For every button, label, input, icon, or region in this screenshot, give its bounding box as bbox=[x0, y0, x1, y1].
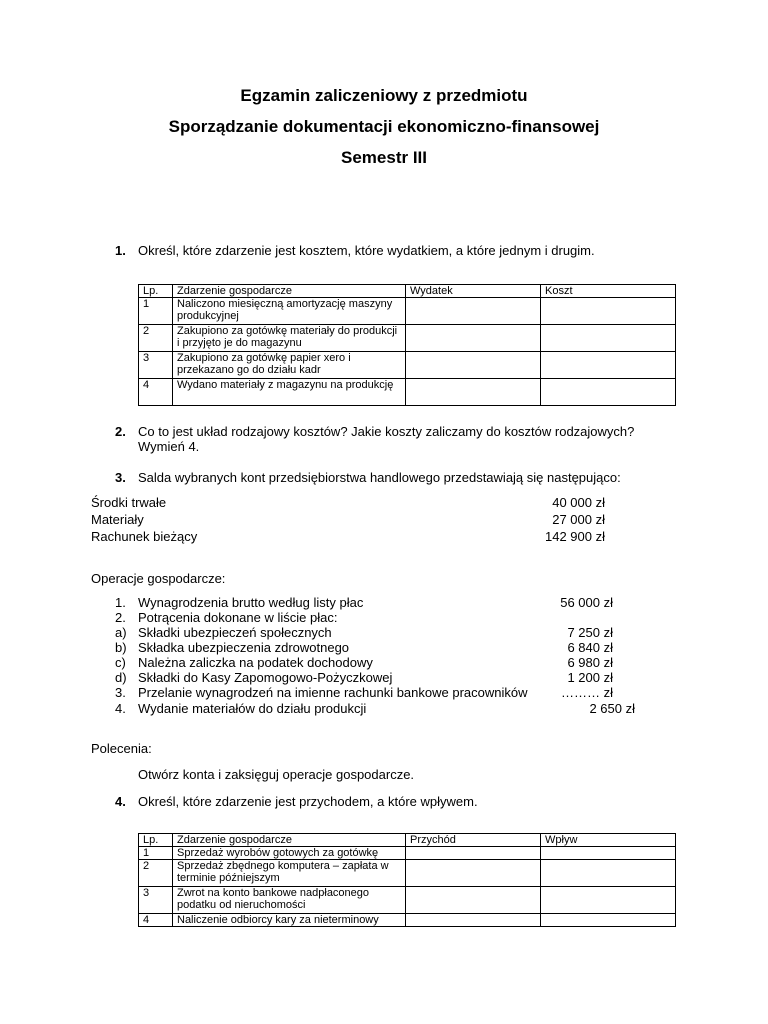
operation-row bbox=[115, 670, 645, 685]
command-text: Otwórz konta i zaksięguj operacje gospodarcze. bbox=[138, 767, 415, 782]
table-row bbox=[139, 325, 676, 352]
exam-title: Egzamin zaliczeniowy z przedmiotu bbox=[240, 86, 528, 105]
balance-row bbox=[91, 512, 611, 529]
row-event: Sprzedaż zbędnego komputera – zapłata w terminie późniejszym bbox=[173, 860, 406, 887]
row-event: Naliczenie odbiorcy kary za nieterminowy bbox=[173, 914, 406, 927]
row-lp: 4 bbox=[139, 379, 173, 406]
header-event: Zdarzenie gospodarcze bbox=[173, 285, 406, 298]
revenue-cell[interactable] bbox=[406, 860, 541, 887]
row-event: Zakupiono za gotówkę materiały do produkcji i przyjęto je do magazynu bbox=[173, 325, 406, 352]
operation-marker: 1. bbox=[115, 595, 126, 610]
operation-value: ……… zł bbox=[561, 685, 613, 700]
inflow-cell[interactable] bbox=[541, 887, 676, 914]
header-cost: Koszt bbox=[541, 285, 676, 298]
operation-row bbox=[115, 685, 645, 700]
operation-row bbox=[115, 701, 645, 716]
operation-text: Wydanie materiałów do działu produkcji bbox=[138, 701, 367, 716]
row-lp: 2 bbox=[139, 860, 173, 887]
operation-marker: 4. bbox=[115, 701, 126, 716]
task-4-text: Określ, które zdarzenie jest przychodem, a które wpływem. bbox=[138, 794, 478, 809]
row-event: Zakupiono za gotówkę papier xero i przekazano go do działu kadr bbox=[173, 352, 406, 379]
inflow-cell[interactable] bbox=[541, 860, 676, 887]
header-lp: Lp. bbox=[139, 285, 173, 298]
table-row bbox=[139, 298, 676, 325]
expense-cell[interactable] bbox=[406, 352, 541, 379]
operation-value: 1 200 zł bbox=[567, 670, 613, 685]
row-lp: 1 bbox=[139, 298, 173, 325]
subject-title: Sporządzanie dokumentacji ekonomiczno-finansowej bbox=[168, 117, 600, 136]
task-3 bbox=[115, 470, 675, 485]
operation-text: Składka ubezpieczenia zdrowotnego bbox=[138, 640, 350, 655]
balance-value: 27 000 zł bbox=[552, 512, 605, 527]
table-row bbox=[139, 887, 676, 914]
operation-row bbox=[115, 655, 645, 670]
balance-name: Środki trwałe bbox=[91, 495, 167, 510]
task-1-number: 1. bbox=[115, 243, 126, 258]
revenue-cell[interactable] bbox=[406, 887, 541, 914]
operations-label: Operacje gospodarcze: bbox=[91, 571, 226, 586]
expense-cell[interactable] bbox=[406, 298, 541, 325]
cost-cell[interactable] bbox=[541, 298, 676, 325]
task-1 bbox=[115, 243, 675, 258]
operation-marker: a) bbox=[115, 625, 127, 640]
operation-text: Przelanie wynagrodzeń na imienne rachunki bankowe pracowników bbox=[138, 685, 528, 700]
table-row bbox=[139, 860, 676, 887]
header-inflow: Wpływ bbox=[541, 834, 676, 847]
operation-text: Należna zaliczka na podatek dochodowy bbox=[138, 655, 373, 670]
balance-row bbox=[91, 529, 611, 546]
operation-marker: d) bbox=[115, 670, 127, 685]
revenue-inflow-table bbox=[138, 833, 676, 927]
cost-cell[interactable] bbox=[541, 379, 676, 406]
operation-value: 7 250 zł bbox=[567, 625, 613, 640]
header-revenue: Przychód bbox=[406, 834, 541, 847]
header-event: Zdarzenie gospodarcze bbox=[173, 834, 406, 847]
table-header-row bbox=[139, 285, 676, 298]
task-4-number: 4. bbox=[115, 794, 126, 809]
table-header-row bbox=[139, 834, 676, 847]
operation-marker: b) bbox=[115, 640, 127, 655]
task-1-text: Określ, które zdarzenie jest kosztem, które wydatkiem, a które jednym i drugim. bbox=[138, 243, 595, 258]
operation-text: Składki do Kasy Zapomogowo-Pożyczkowej bbox=[138, 670, 393, 685]
task-3-number: 3. bbox=[115, 470, 126, 485]
row-event: Sprzedaż wyrobów gotowych za gotówkę bbox=[173, 847, 406, 860]
row-event: Naliczono miesięczną amortyzację maszyny produkcyjnej bbox=[173, 298, 406, 325]
operation-marker: c) bbox=[115, 655, 126, 670]
balance-value: 142 900 zł bbox=[545, 529, 605, 544]
table-row bbox=[139, 914, 676, 927]
operation-marker: 3. bbox=[115, 685, 126, 700]
cost-cell[interactable] bbox=[541, 352, 676, 379]
operation-row bbox=[115, 625, 645, 640]
operation-row bbox=[115, 595, 645, 610]
operation-row bbox=[115, 640, 645, 655]
task-2-text: Co to jest układ rodzajowy kosztów? Jakie koszty zaliczamy do kosztów rodzajowych? Wymień 4. bbox=[138, 424, 635, 454]
row-lp: 2 bbox=[139, 325, 173, 352]
balance-row bbox=[91, 495, 611, 512]
row-event: Zwrot na konto bankowe nadpłaconego podatku od nieruchomości bbox=[173, 887, 406, 914]
inflow-cell[interactable] bbox=[541, 847, 676, 860]
balance-value: 40 000 zł bbox=[552, 495, 605, 510]
row-lp: 4 bbox=[139, 914, 173, 927]
revenue-cell[interactable] bbox=[406, 847, 541, 860]
task-2-number: 2. bbox=[115, 424, 126, 439]
operation-row bbox=[115, 610, 645, 625]
operation-text: Składki ubezpieczeń społecznych bbox=[138, 625, 332, 640]
task-3-text: Salda wybranych kont przedsiębiorstwa handlowego przedstawiają się następująco: bbox=[138, 470, 621, 485]
table-row bbox=[139, 379, 676, 406]
row-lp: 3 bbox=[139, 352, 173, 379]
revenue-cell[interactable] bbox=[406, 914, 541, 927]
task-4 bbox=[115, 794, 675, 809]
operation-text: Potrącenia dokonane w liście płac: bbox=[138, 610, 338, 625]
table-row bbox=[139, 847, 676, 860]
operation-value: 2 650 zł bbox=[589, 701, 635, 716]
balance-name: Rachunek bieżący bbox=[91, 529, 198, 544]
operation-value: 56 000 zł bbox=[560, 595, 613, 610]
row-lp: 3 bbox=[139, 887, 173, 914]
cost-expense-table bbox=[138, 284, 676, 406]
row-lp: 1 bbox=[139, 847, 173, 860]
expense-cell[interactable] bbox=[406, 325, 541, 352]
operation-value: 6 840 zł bbox=[567, 640, 613, 655]
task-2 bbox=[115, 424, 675, 454]
row-event: Wydano materiały z magazynu na produkcję bbox=[173, 379, 406, 406]
cost-cell[interactable] bbox=[541, 325, 676, 352]
expense-cell[interactable] bbox=[406, 379, 541, 406]
commands-label: Polecenia: bbox=[91, 741, 152, 756]
semester-title: Semestr III bbox=[341, 148, 427, 167]
table-row bbox=[139, 352, 676, 379]
header-expense: Wydatek bbox=[406, 285, 541, 298]
operation-value: 6 980 zł bbox=[567, 655, 613, 670]
balance-name: Materiały bbox=[91, 512, 144, 527]
inflow-cell[interactable] bbox=[541, 914, 676, 927]
operation-marker: 2. bbox=[115, 610, 126, 625]
operation-text: Wynagrodzenia brutto według listy płac bbox=[138, 595, 364, 610]
header-lp: Lp. bbox=[139, 834, 173, 847]
